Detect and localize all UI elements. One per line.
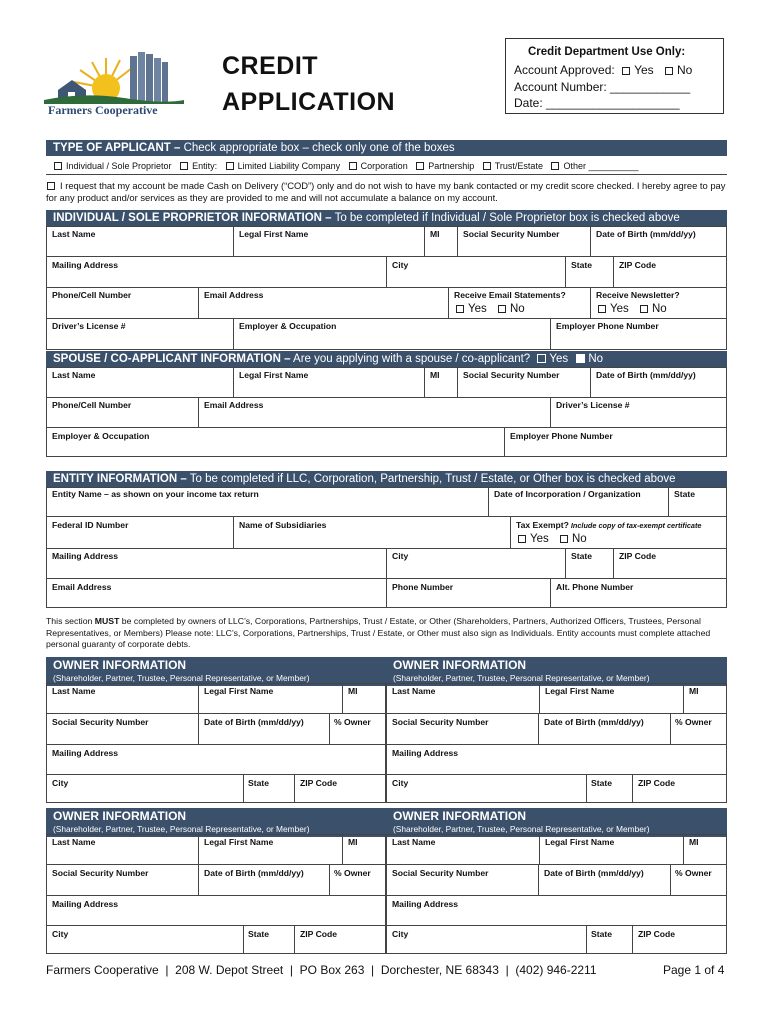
ent-state2-label: State — [571, 551, 593, 561]
owner-2-fields — [386, 683, 727, 803]
spouse-yes-checkbox[interactable] — [537, 354, 546, 363]
ent-phone-label: Phone Number — [392, 582, 454, 592]
sp-last-name-label: Last Name — [52, 370, 96, 380]
sp-mi-label: MI — [430, 370, 440, 380]
divider — [46, 774, 386, 775]
owner-3-pct-owner-label: % Owner — [334, 868, 371, 878]
owner-note-must: MUST — [94, 616, 120, 626]
spouse-yes: Yes — [549, 353, 569, 365]
account-approved-label: Account Approved: — [514, 63, 615, 77]
ind-license-label: Driver’s License # — [52, 321, 126, 331]
llc-checkbox[interactable] — [226, 162, 234, 170]
owner-2-dob-label: Date of Birth (mm/dd/yy) — [544, 717, 644, 727]
ind-email-statements-label: Receive Email Statements? — [454, 290, 566, 300]
divider — [198, 397, 199, 427]
divider — [342, 834, 343, 864]
divider — [386, 895, 727, 896]
office-date-field[interactable]: Date: ____________________ — [514, 96, 680, 110]
option-other: Other __________ — [563, 161, 639, 171]
page-title-line2: APPLICATION — [222, 88, 396, 116]
spouse-no-checkbox[interactable] — [576, 354, 585, 363]
divider — [539, 683, 540, 713]
divider — [386, 925, 727, 926]
corporation-checkbox[interactable] — [349, 162, 357, 170]
divider — [233, 318, 234, 350]
ind-mi-label: MI — [430, 229, 440, 239]
owner-3-first-name-label: Legal First Name — [204, 837, 274, 847]
divider — [233, 516, 234, 548]
footer-page-number: Page 1 of 4 — [663, 963, 725, 977]
individual-subtitle: To be completed if Individual / Sole Proprietor box is checked above — [331, 212, 680, 224]
trust-estate-checkbox[interactable] — [483, 162, 491, 170]
divider — [46, 427, 727, 428]
sp-phone-label: Phone/Cell Number — [52, 400, 132, 410]
divider — [488, 487, 489, 516]
individual-header — [46, 210, 727, 226]
newsletter-no-checkbox[interactable] — [640, 305, 648, 313]
option-entity: Entity: — [192, 161, 218, 171]
sp-employer-label: Employer & Occupation — [52, 431, 150, 441]
owner-4-fields — [386, 834, 727, 954]
divider — [342, 683, 343, 713]
divider — [46, 397, 727, 398]
divider — [510, 516, 511, 548]
divider — [683, 683, 684, 713]
owner-2-city-label: City — [392, 778, 409, 788]
divider — [386, 548, 387, 578]
spouse-header — [46, 351, 727, 367]
divider — [198, 864, 199, 895]
spouse-no: No — [588, 353, 604, 365]
owner-4-first-name-label: Legal First Name — [545, 837, 615, 847]
owner-4-header — [386, 808, 727, 837]
divider — [386, 713, 727, 714]
divider — [46, 713, 386, 714]
divider — [233, 367, 234, 397]
ent-zip-label: ZIP Code — [619, 551, 657, 561]
ind-first-name-label: Legal First Name — [239, 229, 309, 239]
ent-tax-exempt-label — [516, 520, 701, 530]
cod-checkbox[interactable] — [47, 182, 55, 190]
divider — [198, 713, 199, 744]
approved-yes-checkbox[interactable] — [622, 67, 630, 75]
owner-2-title: OWNER INFORMATION — [393, 658, 527, 672]
divider — [424, 367, 425, 397]
ind-newsletter-label: Receive Newsletter? — [596, 290, 680, 300]
owner-4-zip-label: ZIP Code — [638, 929, 676, 939]
owner-4-subtitle: (Shareholder, Partner, Trustee, Personal Representative, or Member) — [393, 824, 650, 834]
sp-email-label: Email Address — [204, 400, 264, 410]
type-of-applicant-header — [46, 140, 727, 156]
owner-3-dob-label: Date of Birth (mm/dd/yy) — [204, 868, 304, 878]
owner-2-last-name-label: Last Name — [392, 686, 436, 696]
ent-email-label: Email Address — [52, 582, 112, 592]
individual-checkbox[interactable] — [54, 162, 62, 170]
owner-4-dob-label: Date of Birth (mm/dd/yy) — [544, 868, 644, 878]
divider — [424, 226, 425, 256]
ent-incorporation-label: Date of Incorporation / Organization — [494, 489, 641, 499]
owner-note-pre: This section — [46, 616, 95, 626]
divider — [457, 226, 458, 256]
divider — [233, 226, 234, 256]
divider — [670, 713, 671, 744]
owner-2-subtitle: (Shareholder, Partner, Trustee, Personal Representative, or Member) — [393, 673, 650, 683]
owner-1-mailing-label: Mailing Address — [52, 748, 119, 758]
ent-tax-exempt-options — [518, 533, 587, 545]
entity-checkbox[interactable] — [180, 162, 188, 170]
divider — [683, 834, 684, 864]
sp-first-name-label: Legal First Name — [239, 370, 309, 380]
tax-exempt-no-checkbox[interactable] — [560, 535, 568, 543]
divider — [329, 713, 330, 744]
partnership-checkbox[interactable] — [416, 162, 424, 170]
individual-section — [46, 226, 727, 350]
divider — [550, 397, 551, 427]
ind-mailing-label: Mailing Address — [52, 260, 119, 270]
ent-city-label: City — [392, 551, 409, 561]
individual-title: INDIVIDUAL / SOLE PROPRIETOR INFORMATION – — [53, 212, 332, 224]
divider — [670, 864, 671, 895]
newsletter-yes-checkbox[interactable] — [598, 305, 606, 313]
divider — [586, 774, 587, 803]
divider — [198, 683, 199, 713]
owner-1-ssn-label: Social Security Number — [52, 717, 149, 727]
divider — [46, 287, 727, 288]
sp-license-label: Driver’s License # — [556, 400, 630, 410]
divider — [613, 548, 614, 578]
ind-dob-label: Date of Birth (mm/dd/yy) — [596, 229, 696, 239]
entity-title: ENTITY INFORMATION – — [53, 473, 187, 485]
divider — [46, 864, 386, 865]
ind-city-label: City — [392, 260, 409, 270]
divider — [538, 864, 539, 895]
applicant-options-underline — [46, 174, 727, 175]
approved-no-label: No — [677, 63, 693, 77]
owner-1-title: OWNER INFORMATION — [53, 658, 187, 672]
company-logo — [44, 48, 184, 120]
owner-1-zip-label: ZIP Code — [300, 778, 338, 788]
account-number-field[interactable]: Account Number: ____________ — [514, 80, 691, 94]
owner-2-header — [386, 657, 727, 686]
owner-1-state-label: State — [248, 778, 270, 788]
divider — [294, 925, 295, 954]
ent-mailing-label: Mailing Address — [52, 551, 119, 561]
divider — [386, 774, 727, 775]
ind-last-name-label: Last Name — [52, 229, 96, 239]
tax-exempt-no: No — [571, 533, 587, 545]
divider — [550, 318, 551, 350]
tax-exempt-question: Tax Exempt? — [516, 520, 569, 530]
divider — [386, 744, 727, 745]
owner-3-mailing-label: Mailing Address — [52, 899, 119, 909]
ind-state-label: State — [571, 260, 593, 270]
entity-header — [46, 471, 727, 487]
owner-1-header — [46, 657, 386, 686]
sp-dob-label: Date of Birth (mm/dd/yy) — [596, 370, 696, 380]
owner-1-pct-owner-label: % Owner — [334, 717, 371, 727]
other-checkbox[interactable] — [551, 162, 559, 170]
option-trust-estate: Trust/Estate — [494, 161, 543, 171]
logo-text: Farmers Cooperative — [48, 103, 158, 117]
owner-4-mi-label: MI — [689, 837, 699, 847]
newsletter-no: No — [651, 303, 667, 315]
divider — [46, 516, 727, 517]
ind-phone-label: Phone/Cell Number — [52, 290, 132, 300]
approved-no-checkbox[interactable] — [665, 67, 673, 75]
owner-4-state-label: State — [591, 929, 613, 939]
divider — [198, 834, 199, 864]
ind-newsletter-options — [598, 303, 667, 315]
tax-exempt-yes: Yes — [530, 533, 549, 545]
owner-2-ssn-label: Social Security Number — [392, 717, 489, 727]
ind-employer-label: Employer & Occupation — [239, 321, 337, 331]
owner-4-pct-owner-label: % Owner — [675, 868, 712, 878]
ind-email-statements-options — [456, 303, 525, 315]
newsletter-yes: Yes — [610, 303, 629, 315]
divider — [329, 864, 330, 895]
cod-paragraph — [46, 180, 730, 204]
divider — [46, 895, 386, 896]
divider — [590, 367, 591, 397]
ent-state-label: State — [674, 489, 696, 499]
owner-1-dob-label: Date of Birth (mm/dd/yy) — [204, 717, 304, 727]
owner-3-title: OWNER INFORMATION — [53, 809, 187, 823]
tax-exempt-note: Include copy of tax-exempt certificate — [568, 521, 702, 530]
email-statements-yes-checkbox[interactable] — [456, 305, 464, 313]
owner-3-last-name-label: Last Name — [52, 837, 96, 847]
ent-alt-phone-label: Alt. Phone Number — [556, 582, 634, 592]
divider — [590, 287, 591, 318]
ent-name-label: Entity Name – as shown on your income tax return — [52, 489, 259, 499]
ent-subsidiaries-label: Name of Subsidiaries — [239, 520, 327, 530]
owner-1-subtitle: (Shareholder, Partner, Trustee, Personal Representative, or Member) — [53, 673, 310, 683]
email-statements-no-checkbox[interactable] — [498, 305, 506, 313]
owner-1-mi-label: MI — [348, 686, 358, 696]
owner-4-title: OWNER INFORMATION — [393, 809, 527, 823]
owner-2-state-label: State — [591, 778, 613, 788]
sp-employer-phone-label: Employer Phone Number — [510, 431, 613, 441]
divider — [550, 578, 551, 608]
owner-4-ssn-label: Social Security Number — [392, 868, 489, 878]
ent-federal-id-label: Federal ID Number — [52, 520, 129, 530]
type-of-applicant-subtitle: Check appropriate box – check only one of the boxes — [180, 142, 455, 154]
owner-3-header — [46, 808, 386, 837]
divider — [46, 744, 386, 745]
owner-3-state-label: State — [248, 929, 270, 939]
approved-yes-label: Yes — [634, 63, 654, 77]
email-statements-yes: Yes — [468, 303, 487, 315]
account-approved-row — [514, 63, 692, 77]
owner-2-mailing-label: Mailing Address — [392, 748, 459, 758]
option-llc: Limited Liability Company — [237, 161, 341, 171]
divider — [386, 578, 387, 608]
divider — [565, 256, 566, 287]
divider — [504, 427, 505, 457]
ind-email-label: Email Address — [204, 290, 264, 300]
owner-4-mailing-label: Mailing Address — [392, 899, 459, 909]
divider — [46, 925, 386, 926]
owner-3-mi-label: MI — [348, 837, 358, 847]
email-statements-no: No — [509, 303, 525, 315]
divider — [294, 774, 295, 803]
divider — [586, 925, 587, 954]
ind-zip-label: ZIP Code — [619, 260, 657, 270]
owner-2-mi-label: MI — [689, 686, 699, 696]
owner-1-city-label: City — [52, 778, 69, 788]
divider — [243, 925, 244, 954]
divider — [457, 367, 458, 397]
owner-1-first-name-label: Legal First Name — [204, 686, 274, 696]
divider — [565, 548, 566, 578]
page-title-line1: CREDIT — [222, 52, 319, 80]
divider — [448, 287, 449, 318]
tax-exempt-yes-checkbox[interactable] — [518, 535, 526, 543]
divider — [632, 925, 633, 954]
entity-subtitle: To be completed if LLC, Corporation, Partnership, Trust / Estate, or Other box is checked above — [186, 473, 676, 485]
divider — [668, 487, 669, 516]
owner-4-city-label: City — [392, 929, 409, 939]
owner-2-pct-owner-label: % Owner — [675, 717, 712, 727]
divider — [538, 713, 539, 744]
owner-note-post: be completed by owners of LLC’s, Corporations, Partnerships, Trust / Estate, or Other (Shareholders, Partners, Authorized Officers, Trustees, Personal Representatives, or Members) Please note: LLC’s, Corporations, Partnerships, Trust / Estate, or Other must also sign as Individuals. Entity accounts must complete attached personal guaranty of corporate debts. — [46, 616, 711, 649]
divider — [590, 226, 591, 256]
owner-3-city-label: City — [52, 929, 69, 939]
divider — [46, 318, 727, 319]
owner-3-ssn-label: Social Security Number — [52, 868, 149, 878]
divider — [613, 256, 614, 287]
owner-3-zip-label: ZIP Code — [300, 929, 338, 939]
divider — [243, 774, 244, 803]
owner-3-subtitle: (Shareholder, Partner, Trustee, Personal Representative, or Member) — [53, 824, 310, 834]
owner-4-last-name-label: Last Name — [392, 837, 436, 847]
cod-text: I request that my account be made Cash on Delivery (“COD”) only and do not wish to have my bank contacted or my credit score checked. I hereby agree to pay for any product and/or services as they are provided to me and will not accumulate a balance on my account. — [46, 180, 726, 203]
applicant-type-options — [54, 161, 639, 171]
divider — [386, 864, 727, 865]
owner-2-first-name-label: Legal First Name — [545, 686, 615, 696]
divider — [632, 774, 633, 803]
spouse-section — [46, 367, 727, 457]
owner-note — [46, 616, 730, 651]
ind-employer-phone-label: Employer Phone Number — [556, 321, 659, 331]
type-of-applicant-title: TYPE OF APPLICANT – — [53, 142, 181, 154]
spouse-title: SPOUSE / CO-APPLICANT INFORMATION – — [53, 353, 291, 365]
spouse-subtitle: Are you applying with a spouse / co-applicant? — [290, 353, 531, 365]
divider — [198, 287, 199, 318]
office-use-title: Credit Department Use Only: — [528, 46, 686, 58]
option-corporation: Corporation — [360, 161, 408, 171]
divider — [386, 256, 387, 287]
footer-address: Farmers Cooperative | 208 W. Depot Street | PO Box 263 | Dorchester, NE 68343 | (402) 946-2211 — [46, 963, 597, 977]
divider — [539, 834, 540, 864]
option-partnership: Partnership — [428, 161, 475, 171]
ind-ssn-label: Social Security Number — [463, 229, 560, 239]
option-individual: Individual / Sole Proprietor — [66, 161, 172, 171]
owner-1-last-name-label: Last Name — [52, 686, 96, 696]
owner-2-zip-label: ZIP Code — [638, 778, 676, 788]
sp-ssn-label: Social Security Number — [463, 370, 560, 380]
